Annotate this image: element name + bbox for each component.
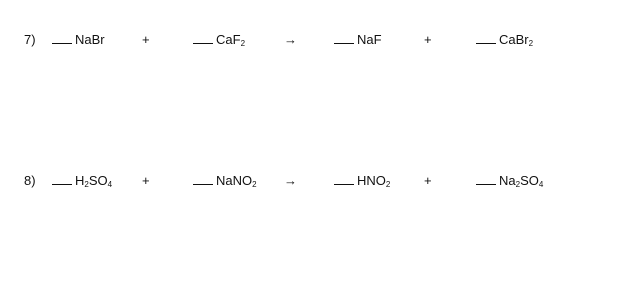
plus-sign: + [142,32,150,47]
plus-sign: + [424,32,432,47]
plus-sign: + [142,173,150,188]
plus-sign: + [424,173,432,188]
formula-hno2: $HNO_2$ [357,173,391,189]
arrow: → [284,32,297,47]
formula-caf2: CaF$_2$ [216,32,246,48]
product-2 [476,30,533,50]
coefficient-blank[interactable] [52,172,72,185]
product-1 [334,171,390,191]
reactant-2 [193,30,245,50]
equation-number: 8) [24,173,36,188]
equation-7 [0,30,630,54]
formula-nano2: NaNO$_2$ [216,173,257,189]
coefficient-blank[interactable] [52,31,72,44]
coefficient-blank[interactable] [476,172,496,185]
formula-naf: NaF [357,32,382,47]
formula-cabr2: CaBr$_2$ [499,32,534,48]
reactant-1 [52,171,112,191]
reactant-1 [52,30,105,50]
coefficient-blank[interactable] [476,31,496,44]
formula-nabr: NaBr [75,32,105,47]
coefficient-blank[interactable] [193,31,213,44]
formula-h2so4: $H_2SO_4$ [75,173,113,189]
arrow: → [284,173,297,188]
coefficient-blank[interactable] [193,172,213,185]
coefficient-blank[interactable] [334,172,354,185]
reactant-2 [193,171,257,191]
formula-na2so4: $Na_2SO_4$ [499,173,544,189]
product-1 [334,30,382,50]
equation-number: 7) [24,32,36,47]
product-2 [476,171,543,191]
equation-8 [0,171,630,195]
coefficient-blank[interactable] [334,31,354,44]
